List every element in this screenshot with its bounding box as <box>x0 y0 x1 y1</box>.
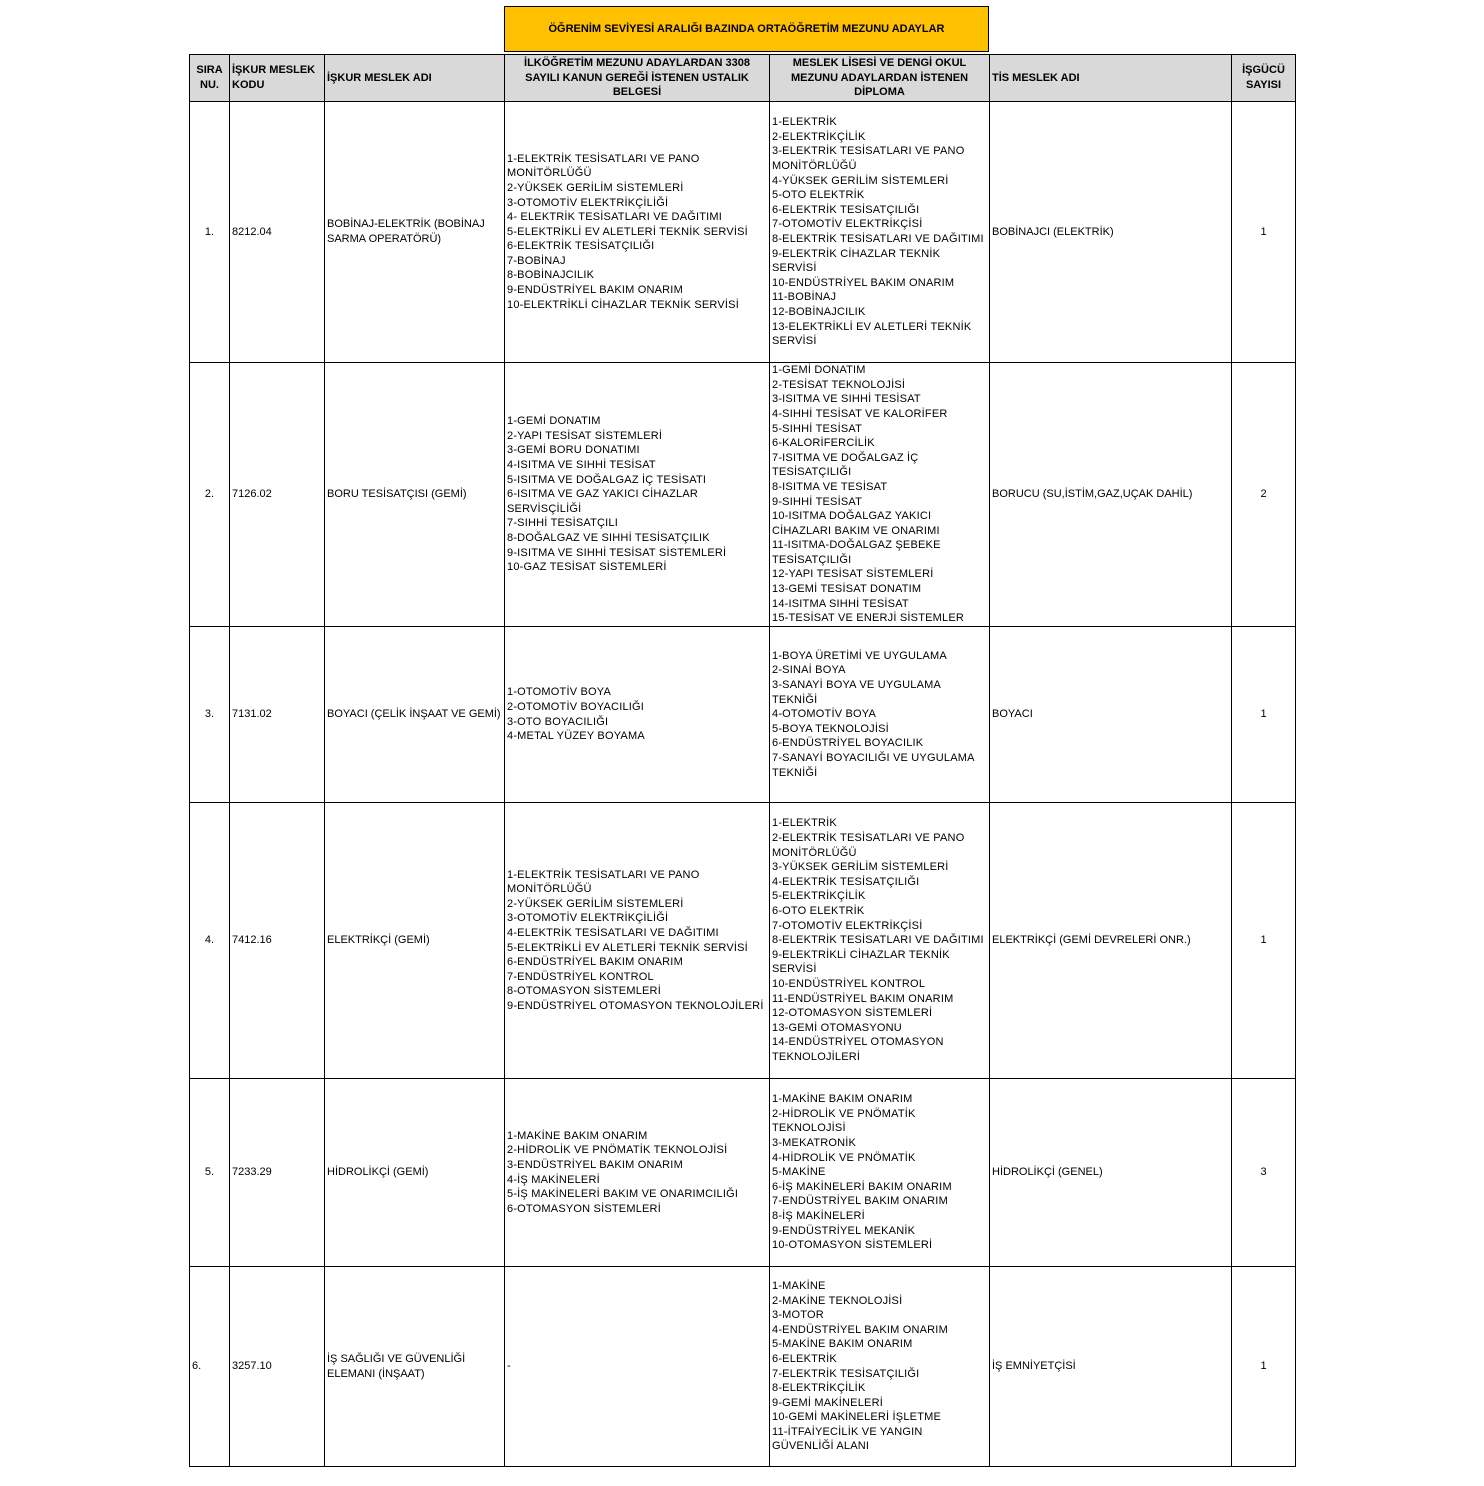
diploma-list <box>770 627 990 803</box>
apprenticeship-certificate-list <box>505 1079 770 1267</box>
section-banner: ÖĞRENİM SEVİYESİ ARALIĞI BAZINDA ORTAÖĞRETİM MEZUNU ADAYLAR <box>504 6 989 52</box>
list-item: 7-SANAYİ BOYACILIĞI VE UYGULAMA TEKNİĞİ <box>772 751 978 779</box>
table-row <box>190 1079 1296 1267</box>
list-item: 7-OTOMOTİV ELEKTRİKÇİSİ <box>772 218 923 231</box>
list-item: 1-BOYA ÜRETİMİ VE UYGULAMA <box>772 649 947 662</box>
list-item: 5-SIHHİ TESİSAT <box>772 422 863 435</box>
list-item: 3-OTOMOTİV ELEKTRİKÇİLİĞİ <box>507 912 669 925</box>
tis-occupation-name: İŞ EMNİYETÇİSİ <box>990 1267 1232 1467</box>
list-item: 6-OTO ELEKTRİK <box>772 905 865 918</box>
list-item: 10-ENDÜSTRİYEL BAKIM ONARIM <box>772 276 955 289</box>
tis-occupation-name: ELEKTRİKÇİ (GEMİ DEVRELERİ ONR.) <box>990 803 1232 1079</box>
list-item: 11-ENDÜSTRİYEL BAKIM ONARIM <box>772 992 954 1005</box>
list-item: 5-MAKİNE <box>772 1166 826 1179</box>
list-item: 1-MAKİNE <box>772 1279 826 1292</box>
list-item: 9-ELEKTRİKLİ CİHAZLAR TEKNİK SERVİSİ <box>772 948 954 976</box>
row-number: 5. <box>190 1079 230 1267</box>
table-row <box>190 363 1296 627</box>
occupation-name: İŞ SAĞLIĞI VE GÜVENLİĞİ ELEMANI (İNŞAAT) <box>325 1267 505 1467</box>
list-item: 14-ENDÜSTRİYEL OTOMASYON TEKNOLOJİLERİ <box>772 1036 947 1063</box>
apprenticeship-certificate-list <box>505 627 770 803</box>
list-item: 8-ELEKTRİK TESİSATLARI VE DAĞITIMI <box>772 233 984 245</box>
list-item: 2-TESİSAT TEKNOLOJİSİ <box>772 378 906 391</box>
list-item: 2-OTOMOTİV BOYACILIĞI <box>507 700 645 713</box>
list-item: 4-METAL YÜZEY BOYAMA <box>507 730 645 743</box>
list-item: 5-ELEKTRİKÇİLİK <box>772 890 866 903</box>
occupation-name: HİDROLİKÇİ (GEMİ) <box>325 1079 505 1267</box>
list-item: 3-MEKATRONİK <box>772 1137 857 1150</box>
list-item: 7-ELEKTRİK TESİSATÇILIĞI <box>772 1367 920 1380</box>
list-item: 6-ENDÜSTRİYEL BOYACILIK <box>772 737 924 750</box>
list-item: 10-ELEKTRİKLİ CİHAZLAR TEKNİK SERVİSİ <box>507 298 739 311</box>
list-item: 6-KALORİFERCİLİK <box>772 437 875 450</box>
list-item: 5-MAKİNE BAKIM ONARIM <box>772 1338 913 1351</box>
occupation-code: 7412.16 <box>230 803 325 1079</box>
table-row <box>190 803 1296 1079</box>
list-item: 8-ELEKTRİKÇİLİK <box>772 1382 866 1395</box>
list-item: 6-ELEKTRİK <box>772 1352 837 1365</box>
header-tis-meslek-adi: TİS MESLEK ADI <box>990 55 1232 102</box>
list-item: 1-MAKİNE BAKIM ONARIM <box>772 1093 913 1106</box>
list-item: 3-ISITMA VE SIHHİ TESİSAT <box>772 393 921 406</box>
list-item: 6-ENDÜSTRİYEL BAKIM ONARIM <box>507 956 683 969</box>
diploma-list <box>770 1079 990 1267</box>
list-item: 4-YÜKSEK GERİLİM SİSTEMLERİ <box>772 174 949 187</box>
list-item: 5-OTO ELEKTRİK <box>772 189 865 202</box>
list-item: 3-ENDÜSTRİYEL BAKIM ONARIM <box>507 1158 683 1171</box>
list-item: 9-ENDÜSTRİYEL OTOMASYON TEKNOLOJİLERİ <box>507 999 764 1012</box>
apprenticeship-certificate-list <box>505 363 770 627</box>
list-item: 6-ELEKTRİK TESİSATÇILIĞI <box>507 240 655 253</box>
list-item: 2-YÜKSEK GERİLİM SİSTEMLERİ <box>507 181 684 194</box>
list-item: 4- ELEKTRİK TESİSATLARI VE DAĞITIMI <box>507 211 723 224</box>
occupation-code: 7126.02 <box>230 363 325 627</box>
list-item: 1-ELEKTRİK TESİSATLARI VE PANO MONİTÖRLÜĞÜ <box>507 152 703 180</box>
list-item: 5-İŞ MAKİNELERİ BAKIM VE ONARIMCILIĞI <box>507 1188 739 1201</box>
tis-occupation-name: BOBİNAJCI (ELEKTRİK) <box>990 102 1232 363</box>
tis-occupation-name: HİDROLİKÇİ (GENEL) <box>990 1079 1232 1267</box>
list-item: 3-YÜKSEK GERİLİM SİSTEMLERİ <box>772 861 949 874</box>
list-item: 9-ENDÜSTRİYEL MEKANİK <box>772 1224 916 1237</box>
list-item: 11-ISITMA-DOĞALGAZ ŞEBEKE TESİSATÇILIĞI <box>772 539 944 566</box>
list-item: 1-ELEKTRİK <box>772 817 837 830</box>
list-item: 4-HİDROLİK VE PNÖMATİK <box>772 1151 916 1164</box>
list-item: 1-ELEKTRİK TESİSATLARI VE PANO MONİTÖRLÜĞÜ <box>507 868 703 896</box>
list-item: 10-GEMİ MAKİNELERİ İŞLETME <box>772 1411 942 1424</box>
list-item: 7-ENDÜSTRİYEL BAKIM ONARIM <box>772 1195 948 1208</box>
apprenticeship-certificate-list <box>505 803 770 1079</box>
list-item: 3-MOTOR <box>772 1309 824 1322</box>
row-number: 4. <box>190 803 230 1079</box>
list-item: 7-ISITMA VE DOĞALGAZ İÇ TESİSATÇILIĞI <box>772 451 922 479</box>
list-item: 3-ELEKTRİK TESİSATLARI VE PANO MONİTÖRLÜĞÜ <box>772 145 968 173</box>
list-item: 8-DOĞALGAZ VE SIHHİ TESİSATÇILIK <box>507 531 710 544</box>
list-item: 9-GEMİ MAKİNELERİ <box>772 1396 883 1409</box>
list-item: 11-BOBİNAJ <box>772 291 837 304</box>
workforce-count: 1 <box>1232 1267 1296 1467</box>
list-item: 4-ENDÜSTRİYEL BAKIM ONARIM <box>772 1323 948 1336</box>
list-item: 3-OTOMOTİV ELEKTRİKÇİLİĞİ <box>507 196 669 209</box>
list-item: 12-OTOMASYON SİSTEMLERİ <box>772 1007 933 1020</box>
row-number: 6. <box>190 1267 230 1467</box>
list-item: 7-BOBİNAJ <box>507 254 566 267</box>
occupation-table <box>189 54 1296 1467</box>
list-item: 8-ELEKTRİK TESİSATLARI VE DAĞITIMI <box>772 934 984 947</box>
list-item: 1-OTOMOTİV BOYA <box>507 686 612 699</box>
list-item: 7-ENDÜSTRİYEL KONTROL <box>507 970 654 983</box>
occupation-code: 7233.29 <box>230 1079 325 1267</box>
diploma-list <box>770 363 990 627</box>
list-item: 13-GEMİ TESİSAT DONATIM <box>772 583 922 596</box>
workforce-count: 1 <box>1232 102 1296 363</box>
header-sira: SIRA NU. <box>190 55 230 102</box>
occupation-code: 3257.10 <box>230 1267 325 1467</box>
workforce-count: 3 <box>1232 1079 1296 1267</box>
list-item: 7-OTOMOTİV ELEKTRİKÇİSİ <box>772 919 923 932</box>
occupation-name: BORU TESİSATÇISI (GEMİ) <box>325 363 505 627</box>
list-item: 14-ISITMA SIHHİ TESİSAT <box>772 597 909 610</box>
list-item: 4-ELEKTRİK TESİSATLARI VE DAĞITIMI <box>507 926 719 939</box>
apprenticeship-certificate-list: - <box>505 1267 770 1467</box>
list-item: 1-GEMİ DONATIM <box>772 364 866 377</box>
occupation-name: BOBİNAJ-ELEKTRİK (BOBİNAJ SARMA OPERATÖRÜ) <box>325 102 505 363</box>
table-row <box>190 1267 1296 1467</box>
diploma-list <box>770 1267 990 1467</box>
header-isgucu-sayisi: İŞGÜCÜ SAYISI <box>1232 55 1296 102</box>
list-item: 9-ENDÜSTRİYEL BAKIM ONARIM <box>507 284 683 297</box>
list-item: 13-GEMİ OTOMASYONU <box>772 1021 902 1034</box>
row-number: 3. <box>190 627 230 803</box>
diploma-list <box>770 803 990 1079</box>
list-item: 12-BOBİNAJCILIK <box>772 305 866 318</box>
occupation-name: ELEKTRİKÇİ (GEMİ) <box>325 803 505 1079</box>
list-item: 9-ISITMA VE SIHHİ TESİSAT SİSTEMLERİ <box>507 546 727 559</box>
workforce-count: 1 <box>1232 627 1296 803</box>
list-item: 4-OTOMOTİV BOYA <box>772 708 877 721</box>
list-item: 4-İŞ MAKİNELERİ <box>507 1173 600 1186</box>
list-item: 15-TESİSAT VE ENERJİ SİSTEMLER <box>772 612 965 625</box>
list-item: 9-ELEKTRİK CİHAZLAR TEKNİK SERVİSİ <box>772 247 944 275</box>
row-number: 2. <box>190 363 230 627</box>
table-header-row <box>190 55 1296 102</box>
list-item: 11-İTFAİYECİLİK VE YANGIN GÜVENLİĞİ ALANI <box>772 1425 926 1453</box>
apprenticeship-certificate-list <box>505 102 770 363</box>
list-item: 10-ISITMA DOĞALGAZ YAKICI CİHAZLARI BAKIM VE ONARIMI <box>772 510 940 537</box>
list-item: 5-ELEKTRİKLİ EV ALETLERİ TEKNİK SERVİSİ <box>507 941 748 954</box>
row-number: 1. <box>190 102 230 363</box>
list-item: 2-ELEKTRİK TESİSATLARI VE PANO MONİTÖRLÜĞÜ <box>772 832 968 859</box>
header-diploma: MESLEK LİSESİ VE DENGİ OKUL MEZUNU ADAYLARDAN İSTENEN DİPLOMA <box>770 55 990 102</box>
list-item: 5-ELEKTRİKLİ EV ALETLERİ TEKNİK SERVİSİ <box>507 225 748 238</box>
table-row <box>190 627 1296 803</box>
list-item: 5-ISITMA VE DOĞALGAZ İÇ TESİSATI <box>507 473 707 486</box>
list-item: 10-OTOMASYON SİSTEMLERİ <box>772 1239 933 1252</box>
list-item: 8-İŞ MAKİNELERİ <box>772 1209 865 1222</box>
list-item: 3-GEMİ BORU DONATIMI <box>507 444 640 457</box>
list-item: 10-GAZ TESİSAT SİSTEMLERİ <box>507 561 667 574</box>
diploma-list <box>770 102 990 363</box>
tis-occupation-name: BOYACI <box>990 627 1232 803</box>
occupation-code: 7131.02 <box>230 627 325 803</box>
list-item: 1-GEMİ DONATIM <box>507 415 601 428</box>
list-item: 2-HİDROLİK VE PNÖMATİK TEKNOLOJİSİ <box>772 1107 919 1135</box>
list-item: 8-ISITMA VE TESİSAT <box>772 480 888 493</box>
header-meslek-adi: İŞKUR MESLEK ADI <box>325 55 505 102</box>
list-item: 1-MAKİNE BAKIM ONARIM <box>507 1129 648 1142</box>
list-item: 13-ELEKTRİKLİ EV ALETLERİ TEKNİK SERVİSİ <box>772 320 975 348</box>
list-item: 4-SIHHİ TESİSAT VE KALORİFER <box>772 407 948 420</box>
list-item: 2-MAKİNE TEKNOLOJİSİ <box>772 1294 903 1307</box>
list-item: 2-YÜKSEK GERİLİM SİSTEMLERİ <box>507 897 684 910</box>
list-item: 3-OTO BOYACILIĞI <box>507 715 609 728</box>
workforce-count: 1 <box>1232 803 1296 1079</box>
list-item: 5-BOYA TEKNOLOJİSİ <box>772 722 889 735</box>
tis-occupation-name: BORUCU (SU,İSTİM,GAZ,UÇAK DAHİL) <box>990 363 1232 627</box>
list-item: 8-BOBİNAJCILIK <box>507 269 595 282</box>
header-ustalik-belgesi: İLKÖĞRETİM MEZUNU ADAYLARDAN 3308 SAYILI KANUN GEREĞİ İSTENEN USTALIK BELGESİ <box>505 55 770 102</box>
list-item: 1-ELEKTRİK <box>772 116 837 129</box>
occupation-name: BOYACI (ÇELİK İNŞAAT VE GEMİ) <box>325 627 505 803</box>
list-item: 6-OTOMASYON SİSTEMLERİ <box>507 1202 661 1215</box>
list-item: 7-SIHHİ TESİSATÇILI <box>507 517 618 530</box>
list-item: 2-YAPI TESİSAT SİSTEMLERİ <box>507 429 663 442</box>
list-item: 6-ELEKTRİK TESİSATÇILIĞI <box>772 203 920 216</box>
list-item: 3-SANAYİ BOYA VE UYGULAMA TEKNİĞİ <box>772 679 944 706</box>
occupation-code: 8212.04 <box>230 102 325 363</box>
list-item: 2-HİDROLİK VE PNÖMATİK TEKNOLOJİSİ <box>507 1144 728 1157</box>
table-row <box>190 102 1296 363</box>
workforce-count: 2 <box>1232 363 1296 627</box>
list-item: 12-YAPI TESİSAT SİSTEMLERİ <box>772 568 934 581</box>
list-item: 2-SINAİ BOYA <box>772 664 846 677</box>
list-item: 4-ISITMA VE SIHHİ TESİSAT <box>507 459 656 472</box>
list-item: 6-ISITMA VE GAZ YAKICI CİHAZLAR SERVİSÇİLİĞİ <box>507 488 702 515</box>
header-meslek-kodu: İŞKUR MESLEK KODU <box>230 55 325 102</box>
list-item: 4-ELEKTRİK TESİSATÇILIĞI <box>772 875 920 888</box>
list-item: 8-OTOMASYON SİSTEMLERİ <box>507 985 661 998</box>
list-item: 6-İŞ MAKİNELERİ BAKIM ONARIM <box>772 1180 952 1193</box>
list-item: 10-ENDÜSTRİYEL KONTROL <box>772 977 926 990</box>
list-item: 9-SIHHİ TESİSAT <box>772 495 863 508</box>
list-item: 2-ELEKTRİKÇİLİK <box>772 130 866 143</box>
